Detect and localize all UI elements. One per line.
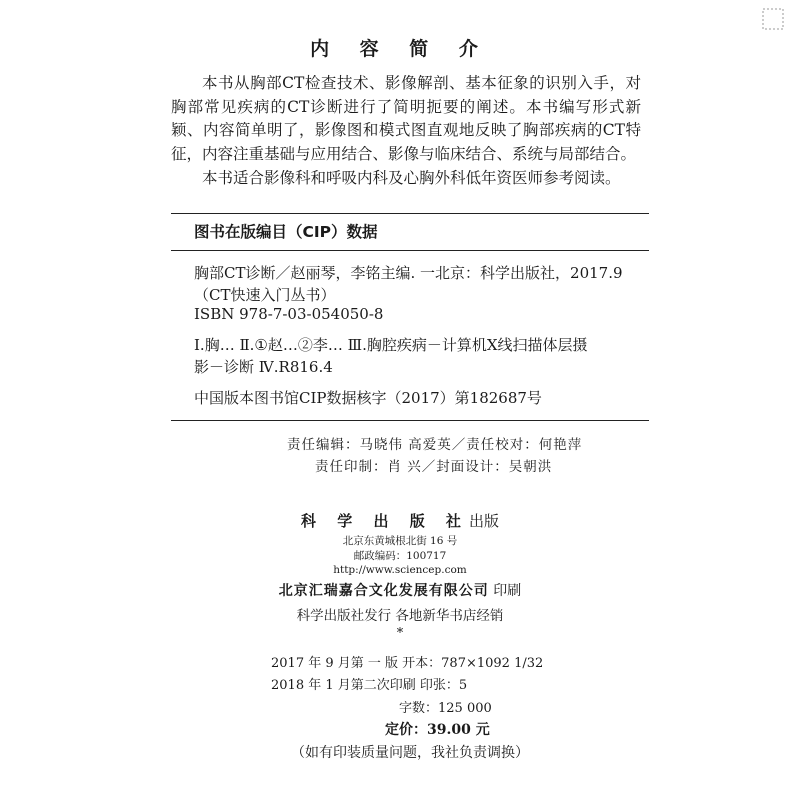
publisher-line — [0, 510, 800, 531]
staff-line-1: 责任编辑：马晓伟 高爱英／责任校对：何艳萍 — [287, 437, 583, 453]
staff-line-2: 责任印制：肖 兴／封面设计：吴朝洪 — [315, 459, 553, 475]
edition-wordcount: 字数：125 000 — [399, 701, 492, 716]
edition-note: （如有印装质量问题，我社负责调换） — [291, 745, 529, 761]
divider-bottom — [171, 420, 649, 421]
printer-suffix: 印刷 — [493, 583, 522, 599]
cip-heading: 图书在版编目（CIP）数据 — [194, 223, 378, 241]
publisher-suffix: 出版 — [468, 512, 499, 530]
cip-record: 中国版本图书馆CIP数据核字（2017）第182687号 — [194, 389, 542, 407]
cip-class-line-2: 影－诊断 Ⅳ.R816.4 — [194, 358, 333, 376]
corner-decoration-icon — [758, 4, 788, 34]
cip-line-1: 胸部CT诊断／赵丽琴，李铭主编. 一北京：科学出版社，2017.9 — [194, 264, 623, 282]
cip-isbn: ISBN 978-7-03-054050-8 — [194, 305, 384, 323]
edition-line-1: 2017 年 9 月第 一 版 开本：787×1092 1/32 — [271, 656, 544, 671]
divider-cip — [171, 250, 649, 251]
summary-title: 内 容 简 介 — [310, 38, 490, 60]
edition-price: 定价：39.00 元 — [385, 722, 490, 738]
cip-class-line-1: Ⅰ.胸… Ⅱ.①赵…②李… Ⅲ.胸腔疾病－计算机X线扫描体层摄 — [194, 336, 588, 354]
separator-asterisk: * — [396, 626, 404, 641]
summary-paragraph-2: 本书适合影像科和呼吸内科及心胸外科低年资医师参考阅读。 — [202, 169, 621, 187]
printer-name: 北京汇瑞嘉合文化发展有限公司 — [278, 583, 489, 599]
publisher-address: 北京东黄城根北街 16 号 — [342, 535, 458, 547]
publisher-website: http://www.sciencep.com — [333, 564, 467, 576]
distribution-line: 科学出版社发行 各地新华书店经销 — [296, 608, 504, 624]
publisher-name: 科 学 出 版 社 — [301, 512, 469, 530]
printer-line — [0, 580, 800, 600]
cip-line-2: （CT快速入门丛书） — [194, 286, 336, 304]
divider-top — [171, 213, 649, 214]
edition-line-2: 2018 年 1 月第二次印刷 印张：5 — [271, 678, 468, 693]
summary-paragraph-1: 本书从胸部CT检查技术、影像解剖、基本征象的识别入手，对胸部常见疾病的CT诊断进行了简明扼要的阐述。本书编写形式新颖、内容简单明了，影像图和模式图直观地反映了胸部疾病的CT特征，内容注重基础与应用结合、影像与临床结合、系统与局部结合。 — [171, 74, 641, 163]
publisher-postcode: 邮政编码：100717 — [353, 550, 447, 562]
